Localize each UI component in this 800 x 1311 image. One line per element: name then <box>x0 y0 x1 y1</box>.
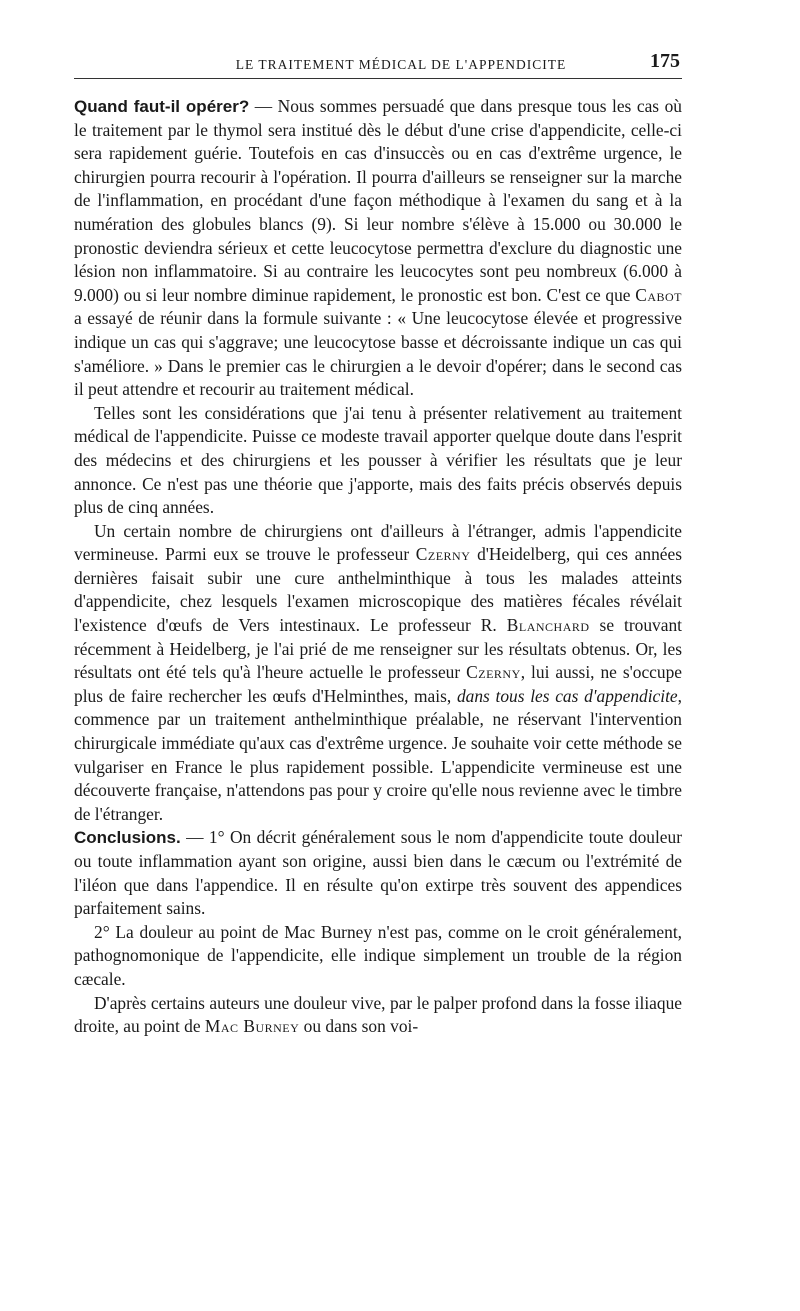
author-name-mac-burney: Mac Burney <box>204 1016 300 1037</box>
book-page <box>74 48 682 1039</box>
running-header <box>74 48 682 79</box>
paragraph-mac-burney-point: 2° La douleur au point de Mac Burney n'est pas, comme on le croit généralement, pathognomonique de l'appendicite, elle indique simplement un trouble de la région cæcale. <box>74 921 682 989</box>
paragraph-text: Un certain nombre de chirurgiens ont d'ailleurs à l'étranger, admis l'appendicite vermineuse. Parmi eux se trouve le professeur <box>74 520 682 565</box>
paragraph-text: d'Heidelberg, qui ces années dernières faisait subir une cure anthelminthique à tous les malades atteints d'appendicite, chez lesquels l'examen microscopique des matières fécales révélait l'existence d'œufs de Vers intestinaux. Le professeur R. <box>74 544 682 636</box>
author-name-blanchard: Blanchard <box>506 615 590 636</box>
running-title: LE TRAITEMENT MÉDICAL DE L'APPENDICITE <box>235 57 567 72</box>
section-lead-quand-faut-il-operer: Quand faut-il opérer? <box>74 97 250 116</box>
author-name-czerny: Czerny <box>415 544 471 565</box>
paragraph-text: ou dans son voi- <box>299 1016 419 1037</box>
paragraph-authors-pain <box>74 992 682 1039</box>
paragraph-text: , lui aussi, ne s'occupe plus de faire rechercher les œufs d'Helminthes, mais, <box>74 662 682 706</box>
paragraph-text: — 1° On décrit généralement sous le nom d'appendicite toute douleur ou toute inflammation ayant son origine, aussi bien dans le cæcum ou l'extrémité de l'iléon que dans l'appendice. Il en résulte qu'on extirpe très souvent des appendices parfaitement sains. <box>74 827 682 919</box>
paragraph-considerations: Telles sont les considérations que j'ai tenu à présenter relativement au traitement médical de l'appendicite. Puisse ce modeste travail apporter quelque doute dans l'esprit des médecins et des chirurgiens et les pousser à vérifier les résultats que je leur annonce. Ce n'est pas une théorie que j'apporte, mais des faits précis observés depuis plus de cinq années. <box>74 402 682 518</box>
body-text <box>74 95 682 1039</box>
author-name-cabot: Cabot <box>635 284 682 305</box>
paragraph-when-to-operate <box>74 95 682 402</box>
paragraph-text: D'après certains auteurs une douleur vive, par le palper profond dans la fosse iliaque droite, au point de <box>74 992 682 1037</box>
author-name-czerny: Czerny <box>466 662 521 683</box>
paragraph-text: — Nous sommes persuadé que dans presque tous les cas où le traitement par le thymol sera institué dès le début d'une crise d'appendicite, celle-ci sera rapidement guérie. Toutefois en cas d'insuccès ou en cas d'extrême urgence, le chirurgien pourra recourir à l'opération. Il pourra d'ailleurs se renseigner sur la marche de l'inflammation, en procédant d'une façon méthodique à l'examen du sang et à la numération des globules blancs (9). Si leur nombre s'élève à 15.000 ou 30.000 le pronostic deviendra sérieux et cette leucocytose permettra d'exclure du diagnostic une lésion non inflammatoire. Si au contraire les leucocytes sont peu nombreux (6.000 à 9.000) ou si leur nombre diminue rapidement, le pronostic est bon. C'est ce que <box>74 96 682 305</box>
paragraph-text: , commence par un traitement anthelminthique préalable, ne réservant l'intervention chirurgicale immédiate qu'aux cas d'extrême urgence. Je souhaite voir cette méthode se vulgariser en France le plus rapidement possible. L'appendicite vermineuse est une découverte française, n'attendons pas pour y croire qu'elle nous revienne avec le timbre de l'étranger. <box>74 685 683 824</box>
section-lead-conclusions: Conclusions. <box>74 828 181 848</box>
paragraph-text: a essayé de réunir dans la formule suivante : « Une leucocytose élevée et progressive indique un cas qui s'aggrave; une leucocytose basse et décroissante indique un cas qui s'améliore. » Dans le premier cas le chirurgien a le devoir d'opérer; dans le second cas il peut attendre et recourir au traitement médical. <box>74 308 682 400</box>
emphasis-text: dans tous les cas d'appendicite <box>456 685 678 706</box>
paragraph-conclusions <box>74 826 682 920</box>
page-number: 175 <box>650 50 680 72</box>
paragraph-text: se trouvant récemment à Heidelberg, je l'ai prié de me renseigner sur les résultats obtenus. Or, les résultats ont été tels qu'à l'heure actuelle le professeur <box>74 615 683 683</box>
paragraph-foreign-surgeons <box>74 520 682 827</box>
